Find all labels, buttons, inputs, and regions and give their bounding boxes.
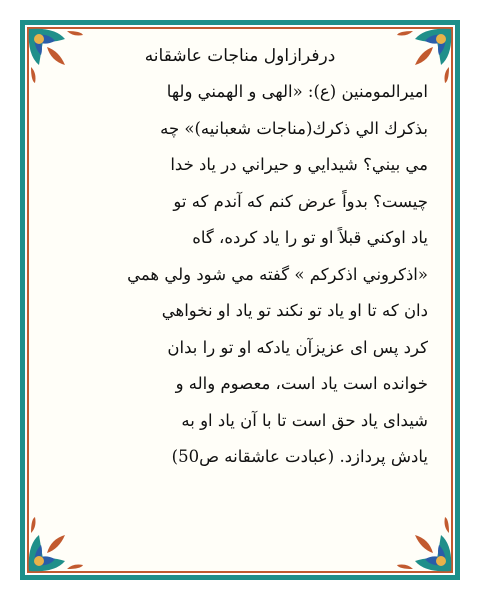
text-line: كرد پس ای عزيزآن يادكه او تو را بدان (167, 337, 428, 357)
text-line: ياد اوكني قبلاً او تو را ياد كرده، گاه (192, 228, 428, 247)
text-line: «اذكروني اذكركم » گفته مي شود ولي همي (127, 264, 428, 284)
text-line: بذكرك الي ذكرك(مناجات شعبانیه)» چه (160, 118, 428, 138)
text-line: دان كه تا او ياد تو نكند تو ياد او نخواهي (161, 301, 428, 320)
text-line: يادش پردازد. (عبادت عاشقانه ص50) (171, 447, 428, 466)
floral-corner-icon (25, 513, 87, 575)
text-line: خوانده است ياد است، معصوم واله و (175, 374, 428, 393)
text-line: امیرالمومنین (ع): «الهی و الهمني ولها (166, 82, 428, 101)
text-line: چيست؟ بدواً عرض كنم كه آندم كه تو (173, 191, 428, 211)
text-line: شیدای ياد حق است تا با آن ياد او به (181, 410, 428, 430)
document-title: درفرازاول مناجات عاشقانه (144, 46, 336, 66)
text-line: مي بيني؟ شيدايي و حيراني در ياد خدا (170, 155, 428, 174)
floral-corner-icon (393, 513, 455, 575)
text-body (52, 42, 428, 476)
